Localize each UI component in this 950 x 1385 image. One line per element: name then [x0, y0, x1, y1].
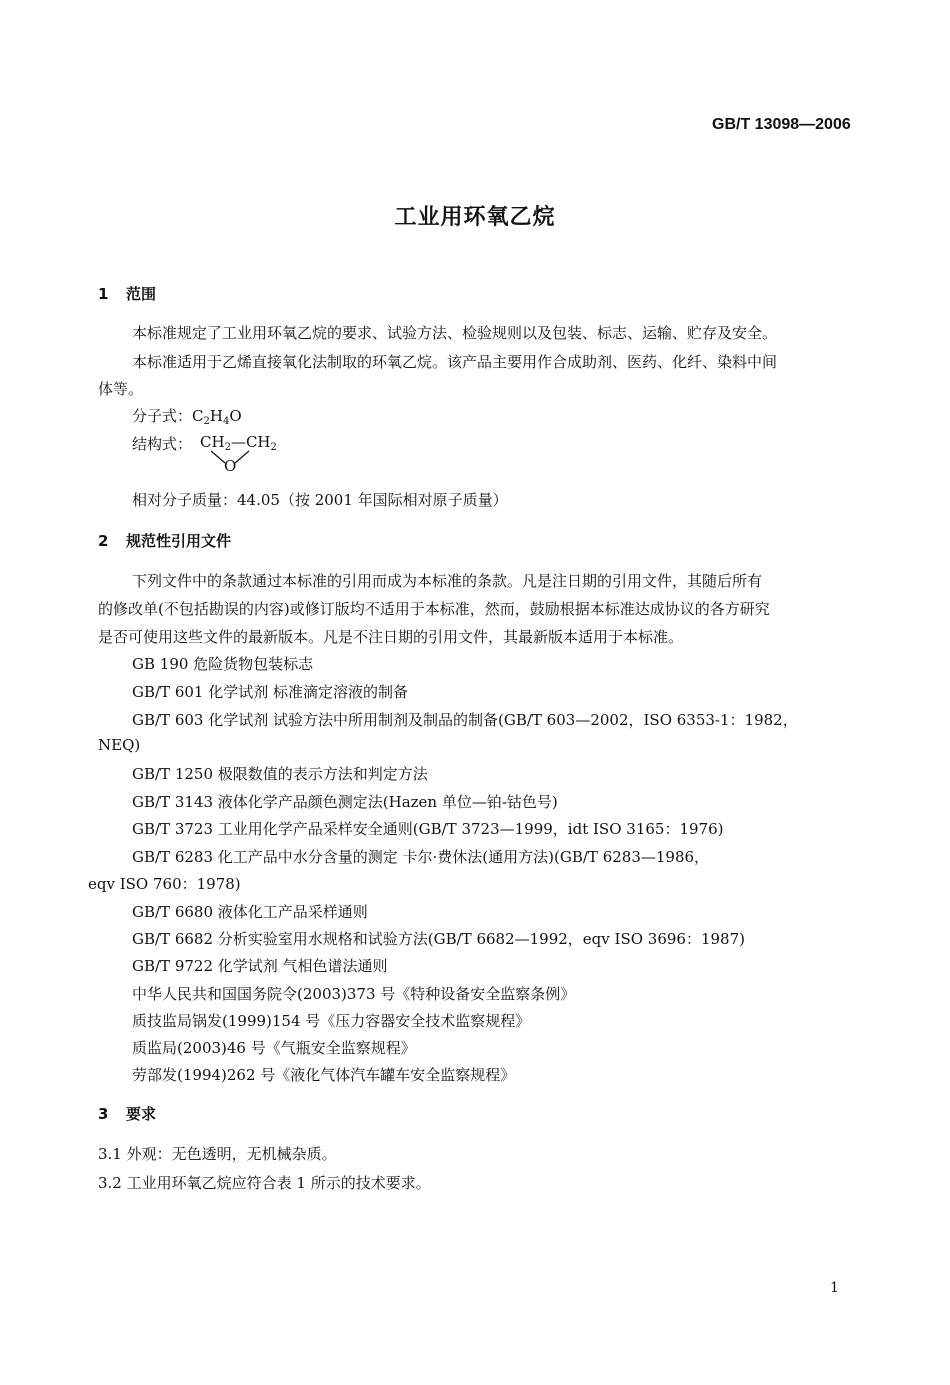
- section-2-heading: [98, 530, 231, 551]
- paragraph: 体等。: [98, 380, 144, 398]
- paragraph: 的修改单(不包括勘误的内容)或修订版均不适用于本标准，然而，鼓励根据本标准达成协议的各方研究: [98, 600, 770, 618]
- reference-item: GB/T 6682 分析实验室用水规格和试验方法(GB/T 6682—1992，eqv ISO 3696：1987): [132, 930, 745, 948]
- reference-item: GB/T 601 化学试剂 标准滴定溶液的制备: [132, 683, 408, 701]
- section-1-heading: [98, 283, 156, 304]
- reference-item: GB/T 1250 极限数值的表示方法和判定方法: [132, 765, 428, 783]
- structure-group: CH: [200, 433, 225, 451]
- formula-subscript: 2: [203, 416, 210, 427]
- standard-number: GB/T 13098—2006: [712, 116, 851, 133]
- reference-item: GB/T 3723 工业用化学产品采样安全通则(GB/T 3723—1999，idt ISO 3165：1976): [132, 820, 724, 838]
- section-number: 2: [98, 532, 109, 550]
- reference-item: GB/T 9722 化学试剂 气相色谱法通则: [132, 957, 388, 975]
- reference-item: eqv ISO 760：1978): [88, 875, 241, 893]
- formula-element: C: [192, 407, 204, 425]
- reference-item: GB/T 603 化学试剂 试验方法中所用制剂及制品的制备(GB/T 603—2002，ISO 6353-1：1982，: [132, 711, 798, 729]
- structure-subscript: 2: [270, 442, 277, 453]
- paragraph: 本标准规定了工业用环氧乙烷的要求、试验方法、检验规则以及包装、标志、运输、贮存及安全。: [132, 324, 778, 342]
- section-title: 要求: [126, 1105, 157, 1123]
- molecular-formula: [132, 405, 242, 427]
- section-3-heading: [98, 1103, 156, 1124]
- formula-label: 分子式：: [132, 407, 193, 425]
- structure-group: CH: [245, 433, 271, 451]
- formula-subscript: 4: [222, 416, 230, 427]
- section-number: 1: [98, 285, 109, 303]
- section-number: 3: [98, 1105, 109, 1123]
- formula-element: O: [229, 407, 242, 425]
- reference-item: GB/T 3143 液体化学产品颜色测定法(Hazen 单位—铂-钴色号): [132, 793, 558, 811]
- structure-subscript: 2: [224, 442, 231, 453]
- reference-item: GB/T 6680 液体化工产品采样通则: [132, 903, 368, 921]
- reference-item: 劳部发(1994)262 号《液化气体汽车罐车安全监察规程》: [132, 1066, 516, 1084]
- paragraph: 是否可使用这些文件的最新版本。凡是不注日期的引用文件，其最新版本适用于本标准。: [98, 628, 684, 646]
- paragraph: 本标准适用于乙烯直接氧化法制取的环氧乙烷。该产品主要用作合成助剂、医药、化纤、染料中间: [132, 353, 778, 371]
- paragraph: 下列文件中的条款通过本标准的引用而成为本标准的条款。凡是注日期的引用文件，其随后所有: [132, 572, 763, 590]
- reference-item: 质技监局锅发(1999)154 号《压力容器安全技术监察规程》: [132, 1012, 531, 1030]
- reference-item: GB/T 6283 化工产品中水分含量的测定 卡尔·费休法(通用方法)(GB/T 6283—1986，: [132, 848, 710, 866]
- page-number: 1: [830, 1280, 839, 1296]
- structure-bond: —: [230, 433, 246, 451]
- formula-element: H: [209, 407, 223, 425]
- structure-label: 结构式：: [132, 435, 193, 453]
- molar-mass: 相对分子质量：44.05（按 2001 年国际相对原子质量）: [132, 491, 508, 509]
- reference-item: 中华人民共和国国务院令(2003)373 号《特种设备安全监察条例》: [132, 985, 576, 1003]
- page-title: 工业用环氧乙烷: [394, 205, 556, 230]
- requirement-item: 3.1 外观：无色透明，无机械杂质。: [98, 1145, 337, 1163]
- section-title: 规范性引用文件: [126, 532, 232, 550]
- structural-formula: [132, 433, 192, 454]
- section-title: 范围: [126, 285, 157, 303]
- reference-item: NEQ): [98, 736, 141, 754]
- reference-item: GB 190 危险货物包装标志: [132, 655, 314, 673]
- requirement-item: 3.2 工业用环氧乙烷应符合表 1 所示的技术要求。: [98, 1174, 431, 1192]
- reference-item: 质监局(2003)46 号《气瓶安全监察规程》: [132, 1039, 416, 1057]
- structure-oxygen: O: [224, 457, 237, 475]
